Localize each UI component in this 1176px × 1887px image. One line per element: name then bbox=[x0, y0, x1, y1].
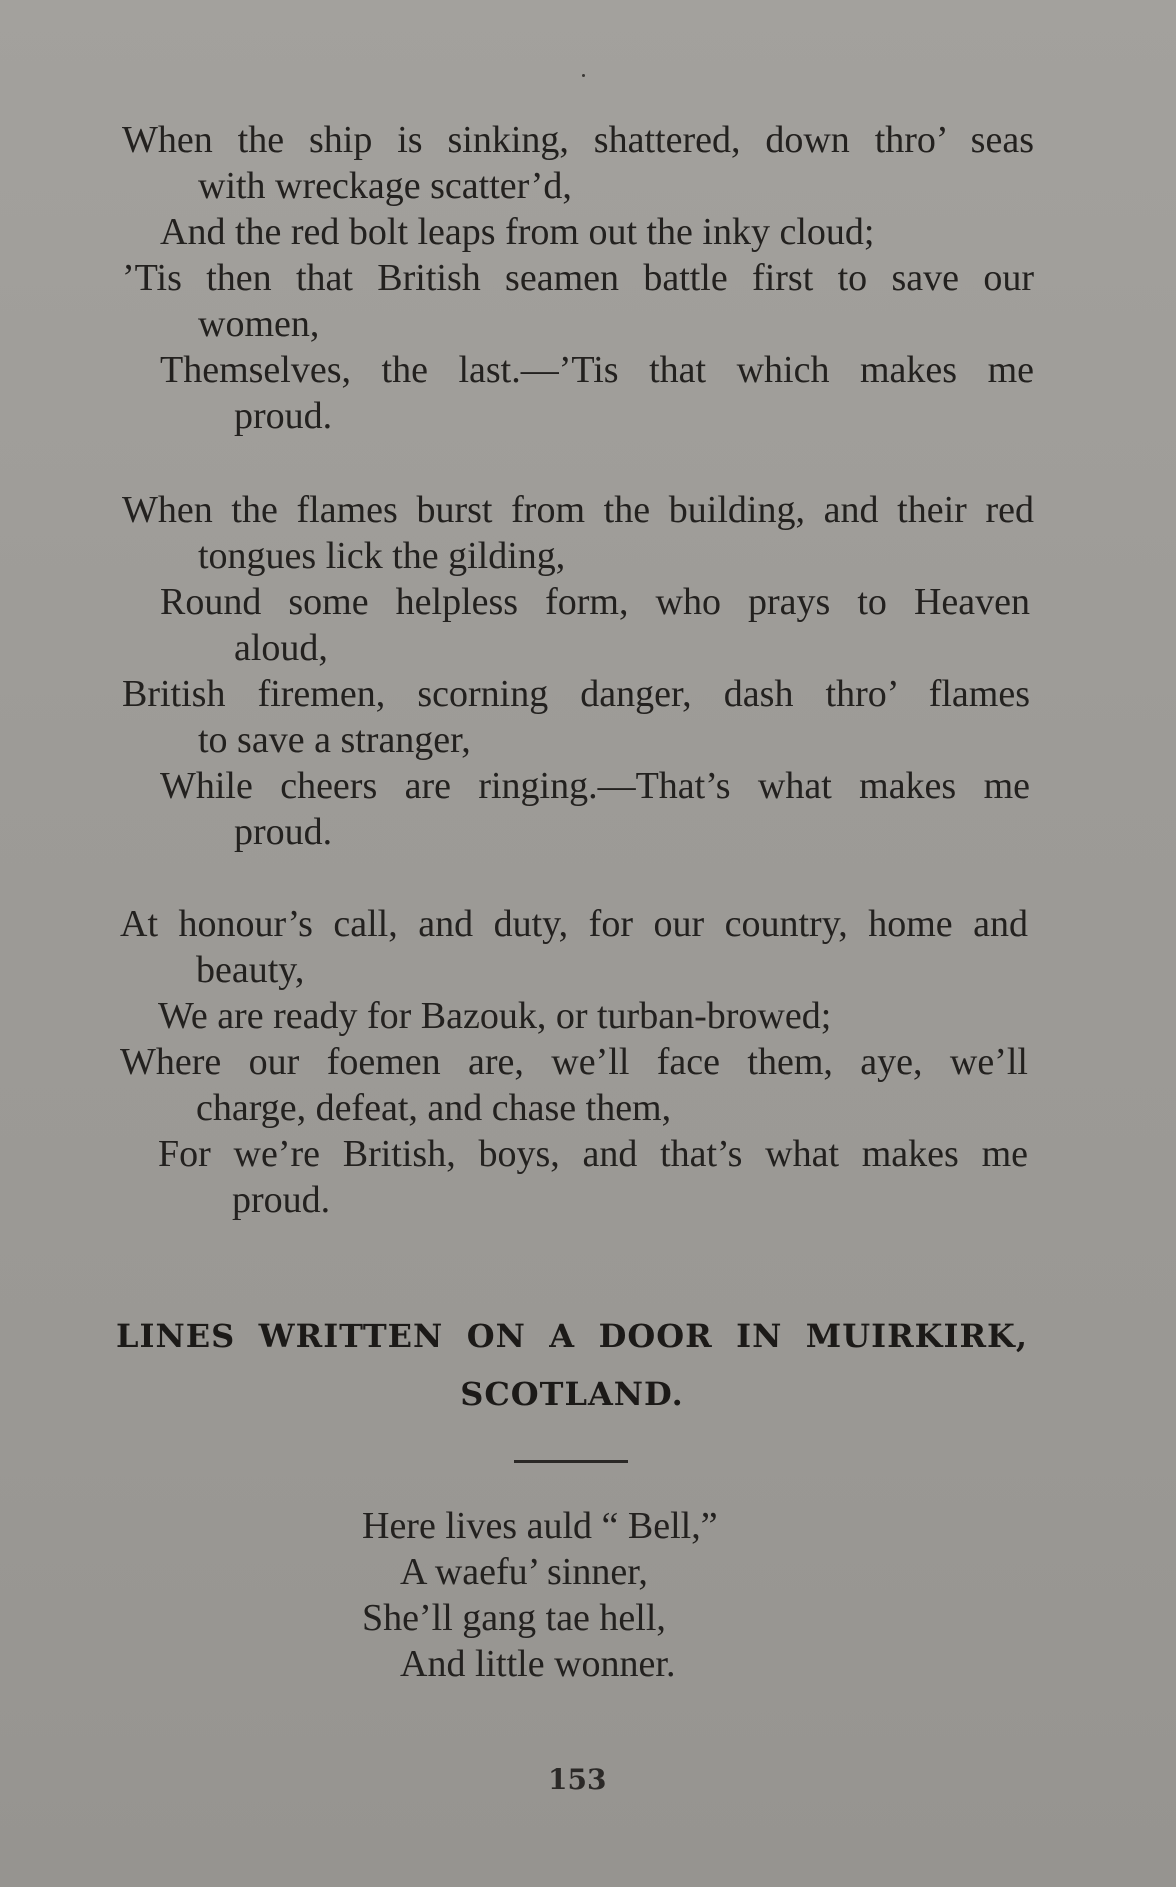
poem-line: tongues lick the gilding, bbox=[198, 535, 566, 577]
title-divider bbox=[514, 1460, 628, 1463]
paper-speck bbox=[582, 74, 585, 77]
page-number: 153 bbox=[548, 1763, 607, 1796]
section-title-continued: SCOTLAND. bbox=[460, 1375, 684, 1413]
poem-line: with wreckage scatter’d, bbox=[198, 165, 572, 207]
poem-line: aloud, bbox=[234, 627, 328, 669]
poem-line: Round some helpless form, who prays to Heaven bbox=[160, 581, 1030, 623]
poem-line: ’Tis then that British seamen battle first to save our bbox=[122, 257, 1034, 299]
verse-line: She’ll gang tae hell, bbox=[362, 1597, 666, 1639]
poem-line: to save a stranger, bbox=[198, 719, 471, 761]
poem-line: charge, defeat, and chase them, bbox=[196, 1087, 672, 1129]
poem-line: And the red bolt leaps from out the inky cloud; bbox=[160, 211, 875, 253]
poem-line: Themselves, the last.—’Tis that which makes me bbox=[160, 349, 1034, 391]
poem-line: Where our foemen are, we’ll face them, aye, we’ll bbox=[120, 1041, 1028, 1083]
verse-line: And little wonner. bbox=[400, 1643, 676, 1685]
verse-line: A waefu’ sinner, bbox=[400, 1551, 648, 1593]
poem-line: beauty, bbox=[196, 949, 305, 991]
verse-line: Here lives auld “ Bell,” bbox=[362, 1505, 718, 1547]
section-title: LINES WRITTEN ON A DOOR IN MUIRKIRK, bbox=[116, 1317, 1028, 1355]
poem-line: We are ready for Bazouk, or turban-browed; bbox=[158, 995, 832, 1037]
poem-line: British firemen, scorning danger, dash thro’ flames bbox=[122, 673, 1030, 715]
poem-line: For we’re British, boys, and that’s what makes me bbox=[158, 1133, 1028, 1175]
poem-line: proud. bbox=[232, 1179, 331, 1221]
poem-line: women, bbox=[198, 303, 320, 345]
poem-line: When the ship is sinking, shattered, down thro’ seas bbox=[122, 119, 1034, 161]
poem-line: When the flames burst from the building, and their red bbox=[122, 489, 1034, 531]
poem-line: proud. bbox=[234, 811, 333, 853]
poem-line: At honour’s call, and duty, for our country, home and bbox=[120, 903, 1028, 945]
poem-line: While cheers are ringing.—That’s what makes me bbox=[160, 765, 1030, 807]
poem-line: proud. bbox=[234, 395, 333, 437]
